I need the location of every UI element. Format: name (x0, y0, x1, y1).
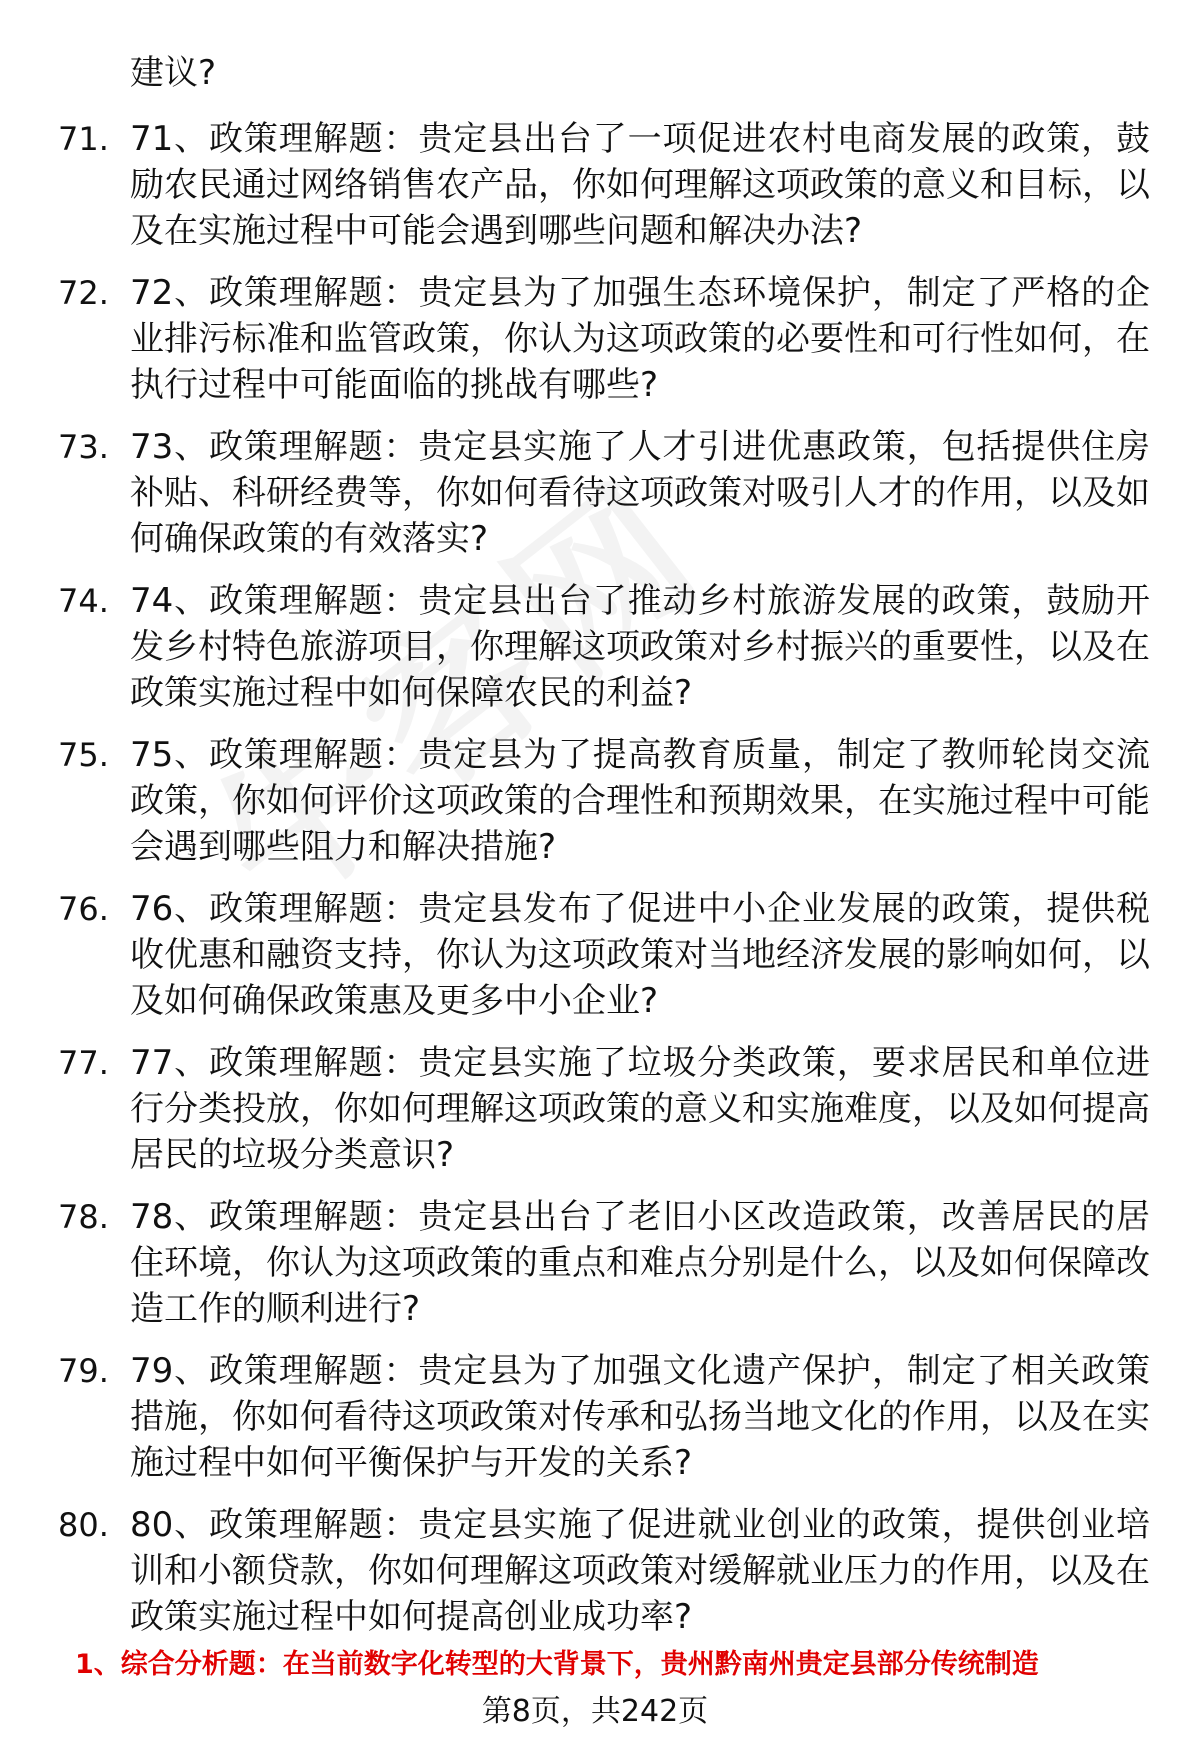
question-item (0, 1348, 1190, 1502)
question-number: 80. (58, 1506, 109, 1544)
question-number: 72. (58, 274, 109, 312)
question-number: 75. (58, 736, 109, 774)
question-number: 77. (58, 1044, 109, 1082)
question-number: 71. (58, 120, 109, 158)
question-text: 71、政策理解题：贵定县出台了一项促进农村电商发展的政策，鼓励农民通过网络销售农产品，你如何理解这项政策的意义和目标，以及在实施过程中可能会遇到哪些问题和解决办法? (130, 119, 1150, 251)
question-number: 76. (58, 890, 109, 928)
question-item (0, 578, 1190, 732)
question-item (0, 1502, 1190, 1656)
page-footer: 第8页，共242页 (481, 1694, 709, 1729)
question-text: 76、政策理解题：贵定县发布了促进中小企业发展的政策，提供税收优惠和融资支持，你认为这项政策对当地经济发展的影响如何，以及如何确保政策惠及更多中小企业? (130, 889, 1150, 1021)
question-text: 77、政策理解题：贵定县实施了垃圾分类政策，要求居民和单位进行分类投放，你如何理解这项政策的意义和实施难度，以及如何提高居民的垃圾分类意识? (130, 1043, 1150, 1175)
question-number: 79. (58, 1352, 109, 1390)
section-heading: 1、综合分析题：在当前数字化转型的大背景下，贵州黔南州贵定县部分传统制造 (75, 1649, 1039, 1680)
question-item (0, 116, 1190, 270)
question-text: 74、政策理解题：贵定县出台了推动乡村旅游发展的政策，鼓励开发乡村特色旅游项目，你理解这项政策对乡村振兴的重要性，以及在政策实施过程中如何保障农民的利益? (130, 581, 1150, 713)
question-number: 74. (58, 582, 109, 620)
question-text: 75、政策理解题：贵定县为了提高教育质量，制定了教师轮岗交流政策，你如何评价这项政策的合理性和预期效果，在实施过程中可能会遇到哪些阻力和解决措施? (130, 735, 1150, 867)
question-number: 78. (58, 1198, 109, 1236)
question-item (0, 1194, 1190, 1348)
question-number: 73. (58, 428, 109, 466)
question-item (0, 886, 1190, 1040)
question-item (0, 424, 1190, 578)
question-text: 79、政策理解题：贵定县为了加强文化遗产保护，制定了相关政策措施，你如何看待这项政策对传承和弘扬当地文化的作用，以及在实施过程中如何平衡保护与开发的关系? (130, 1351, 1150, 1483)
question-item (0, 732, 1190, 886)
question-text: 80、政策理解题：贵定县实施了促进就业创业的政策，提供创业培训和小额贷款，你如何理解这项政策对缓解就业压力的作用，以及在政策实施过程中如何提高创业成功率? (130, 1505, 1150, 1637)
question-list (0, 116, 1190, 1656)
previous-question-tail: 建议? (130, 53, 217, 93)
question-text: 72、政策理解题：贵定县为了加强生态环境保护，制定了严格的企业排污标准和监管政策，你认为这项政策的必要性和可行性如何，在执行过程中可能面临的挑战有哪些? (130, 273, 1150, 405)
question-text: 73、政策理解题：贵定县实施了人才引进优惠政策，包括提供住房补贴、科研经费等，你如何看待这项政策对吸引人才的作用，以及如何确保政策的有效落实? (130, 427, 1150, 559)
question-item (0, 1040, 1190, 1194)
question-item (0, 270, 1190, 424)
question-text: 78、政策理解题：贵定县出台了老旧小区改造政策，改善居民的居住环境，你认为这项政策的重点和难点分别是什么，以及如何保障改造工作的顺利进行? (130, 1197, 1150, 1329)
